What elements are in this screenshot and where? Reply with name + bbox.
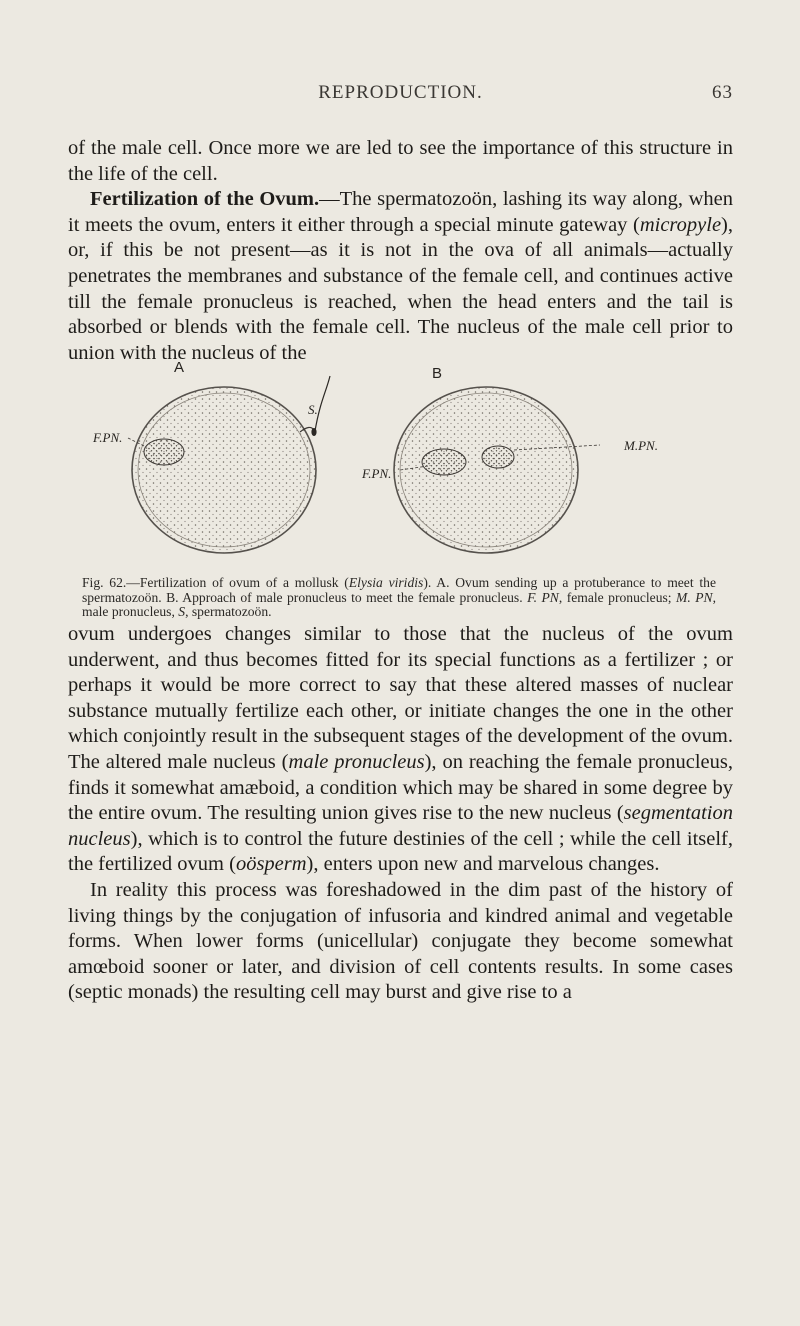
figure-illustration [68,362,733,572]
figure-caption: Fig. 62.—Fertilization of ovum of a mollusk (Elysia viridis). A. Ovum sending up a protuberance to meet the spermatozoön. B. Approach of male pronucleus to meet the female pronucleus. F. PN, female pronucleus; M. PN, male pronucleus, S, spermatozoön. [82,575,717,620]
label-s: S. [308,402,318,417]
label-fpn-b: F.PN. [362,466,392,481]
term-segmentation-nucleus: segmentation nucleus [68,802,733,850]
running-title: REPRODUCTION. [318,82,483,103]
text-block-top [68,136,733,366]
female-pronucleus-b [422,449,466,475]
paragraph-fertilization: Fertilization of the Ovum.—The spermatozoön, lashing its way along, when it meets the ovum, enters it either through a special minute gateway (micropyle), or, if this be not present—as it is not in the ova of all animals—actually penetrates the membranes and substance of the female cell, and continues active till the female pronucleus is reached, when the head enters and the tail is absorbed or blends with the female cell. The nucleus of the male cell prior to union with the nucleus of the [68,188,733,364]
term-oosperm: oösperm [235,853,307,876]
term-male-pronucleus: male pronucleus [288,750,425,773]
paragraph-continued: of the male cell. Once more we are led to see the importance of this structure in the life of the cell. [68,137,733,185]
paragraph-reality: In reality this process was foreshadowed in the dim past of the history of living things by the conjugation of infusoria and kindred animal and vegetable forms. When lower forms (unicellular) conjugate they become somewhat amœboid sooner or later, and division of cell contents results. In some cases (septic monads) the resulting cell may burst and give rise to a [68,878,733,1004]
text-block-bottom [68,622,733,1006]
term-micropyle: micropyle [639,213,722,236]
label-b: B [432,365,443,382]
figure-62 [68,362,733,622]
page-number: 63 [712,82,733,103]
label-mpn: M.PN. [624,438,658,453]
running-head [68,82,733,112]
female-pronucleus-a [144,439,184,465]
paragraph-ovum: ovum undergoes changes similar to those that the nucleus of the ovum underwent, and thus becomes fitted for its special functions as a fertilizer ; or perhaps it would be more correct to say that these altered masses of nuclear substance mutually fertilize each other, or initiate changes the one in the other which conjointly result in the subsequent stages of the development of the ovum. The altered male nucleus (male pronucleus), on reaching the female pronucleus, finds it somewhat amæboid, a condition which may be shared in some degree by the entire ovum. The resulting union gives rise to the new nucleus (segmentation nucleus), which is to control the future destinies of the cell ; while the cell itself, the fertilized ovum (oösperm), enters upon new and marvelous changes. [68,623,733,876]
label-a: A [174,362,185,376]
label-fpn-a: F.PN. [93,430,123,445]
section-heading: Fertilization of the Ovum. [90,188,320,211]
ovum-a [132,376,330,553]
male-pronucleus [482,446,514,468]
ovum-b [394,387,600,553]
